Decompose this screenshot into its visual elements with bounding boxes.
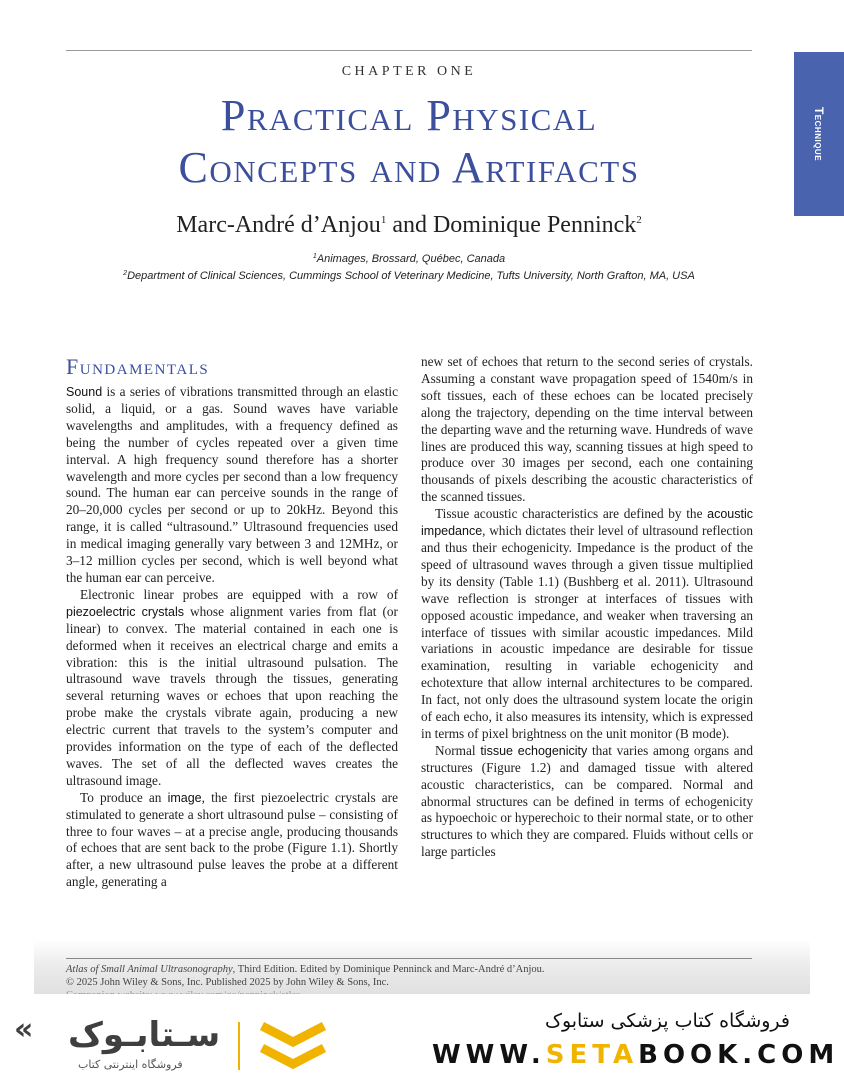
keyword-piezoelectric-crystals: piezoelectric crystals: [66, 604, 184, 619]
authors: [66, 212, 752, 239]
watermark-store-name: فروشگاه کتاب پزشکی ستابوک: [544, 1010, 790, 1032]
paragraph: [421, 354, 753, 506]
author-and: and: [386, 212, 433, 238]
chapter-label: CHAPTER ONE: [341, 64, 477, 79]
paragraph-text: that varies among organs and structures (Figure 1.2) and damaged tissue with altered acoustic characteristics, can be compared. Normal and abnormal structures can be defined in terms of echogenicity as hypoechoic or hyperechoic to their normal state, or to other structures to which they are compared. Fluids without cells or large particles: [421, 742, 753, 860]
watermark-divider: [238, 1022, 240, 1070]
double-chevron-icon: [258, 1018, 328, 1074]
footer-citation-rest: , Third Edition. Edited by Dominique Penninck and Marc-André d’Anjou.: [232, 964, 545, 975]
footer-rule: [66, 958, 752, 959]
top-rule: [66, 50, 752, 51]
affiliation-2-text: Department of Clinical Sciences, Cummings School of Veterinary Medicine, Tufts University, North Grafton, MA, USA: [127, 270, 695, 282]
affiliation-1-text: Animages, Brossard, Québec, Canada: [316, 253, 506, 265]
keyword-tissue-echogenicity: tissue echogenicity: [480, 743, 588, 758]
author-2: Dominique Penninck: [432, 212, 637, 238]
paragraph: [421, 506, 753, 743]
chapter-title-line1: Practical Physical: [220, 91, 598, 140]
affiliation-1-sup: 1: [312, 253, 317, 260]
author-2-sup: 2: [636, 214, 642, 226]
paragraph-text: , the first piezoelectric crystals are stimulated to generate a short ultrasound pulse – consisting of three to four waves – at a precise angle, producing thousands of echoes that are sent back to the probe (Figure 1.1). Shortly after, a new ultrasound pulse leaves the probe at a different angle, generating a: [66, 789, 398, 890]
watermark-url-part: BOOK.COM: [638, 1040, 840, 1070]
keyword-image: image: [167, 790, 202, 805]
paragraph-text: , which dictates their level of ultrasound reflection and thus their echogenicity. Impedance is the product of the speed of ultrasound waves through a given tissue multiplied by its density (Table 1.1) (Bushberg et al. 2011). Ultrasound wave reflection is stronger at interfaces of tissues with opposed acoustic impedance, and weaker when traversing an interface of tissues with similar acoustic impedances. Mild variations in acoustic impedance are desirable for tissue examination, resulting in variable echogenicity and echotexture that allow internal architectures to be compared. In fact, not only does the ultrasound system locate the origin of each echo, it also measures its intensity, which is expressed in terms of pixel brightness on the unit monitor (B mode).: [421, 523, 753, 741]
watermark-url: [432, 1040, 840, 1070]
paragraph-text: is a series of vibrations transmitted through an elastic solid, a liquid, or a gas. Sound waves have variable wavelengths and amplitudes, with a frequency defined as being the number of cycles repeated over a given time interval. A high frequency sound therefore has a shorter wavelength and more cycles per second than a low frequency sound. The human ear can perceive sounds in the range of 20–20,000 cycles per second or up to 20kHz. Beyond this range, it is called “ultrasound.” Ultrasound frequencies used in medical imaging generally vary between 3 and 12MHz, or 3–12 million cycles per second, which is well beyond what the human ear can perceive.: [66, 384, 398, 585]
affiliation-2: [66, 270, 752, 282]
paragraph: [421, 743, 753, 861]
right-column: [421, 354, 753, 861]
paragraph: [66, 790, 398, 891]
author-1-sup: 1: [380, 214, 387, 226]
footer-book-title: Atlas of Small Animal Ultrasonography: [66, 964, 233, 975]
watermark-url-highlight: SETA: [545, 1040, 639, 1070]
logo-chevrons-icon: «: [14, 1012, 34, 1047]
chapter-title-line2: Concepts and Artifacts: [178, 143, 640, 192]
paragraph-text: Tissue acoustic characteristics are defined by the: [435, 506, 708, 522]
left-column: [66, 384, 398, 891]
paragraph-text: new set of echoes that return to the second series of crystals. Assuming a constant wave propagation speed of 1540m/s in soft tissues, each of these echoes can be located precisely along the trajectory, depending on the time interval between the departing wave and the returning wave. Hundreds of wave lines are produced this way, scanning tissues at high speed to produce over 30 images per second, each one containing thousands of pixels describing the acoustic characteristics of the scanned tissues.: [421, 354, 753, 505]
watermark-logo: سـتابـوک: [68, 1015, 221, 1055]
watermark-url-part: WWW.: [432, 1040, 546, 1070]
footer-copyright: © 2025 John Wiley & Sons, Inc. Published 2025 by John Wiley & Sons, Inc.: [66, 977, 389, 988]
keyword-acoustic-impedance: acoustic impedance: [421, 507, 753, 539]
paragraph-text: whose alignment varies from flat (or linear) to convex. The material contained in each one is deformed when it receives an electrical charge and emits a vibration: this is the initial ultrasound pulsation. The ultrasound wave travels through the tissues, generating several returning waves or echoes that upon reaching the probe make the crystals vibrate again, producing a new electric current that travels to the system’s computer and provides information on the type of each of the deflected waves. The set of all the deflected waves creates the ultrasound image.: [66, 603, 398, 788]
section-heading: Fundamentals: [66, 354, 210, 379]
paragraph-text: Electronic linear probes are equipped with a row of: [80, 586, 398, 602]
affiliation-1: [66, 253, 752, 265]
section-tab-label: Technique: [812, 106, 826, 162]
footer-citation: [66, 963, 766, 976]
paragraph: [66, 587, 398, 790]
keyword-sound: Sound: [66, 385, 103, 399]
paragraph: [66, 384, 398, 587]
paragraph-text: To produce an: [80, 789, 168, 805]
paragraph-text: Normal: [435, 742, 481, 758]
affiliation-2-sup: 2: [123, 270, 128, 277]
watermark-logo-subtitle: فروشگاه اینترنتی کتاب: [78, 1058, 183, 1071]
author-1: Marc-André d’Anjou: [176, 212, 381, 238]
